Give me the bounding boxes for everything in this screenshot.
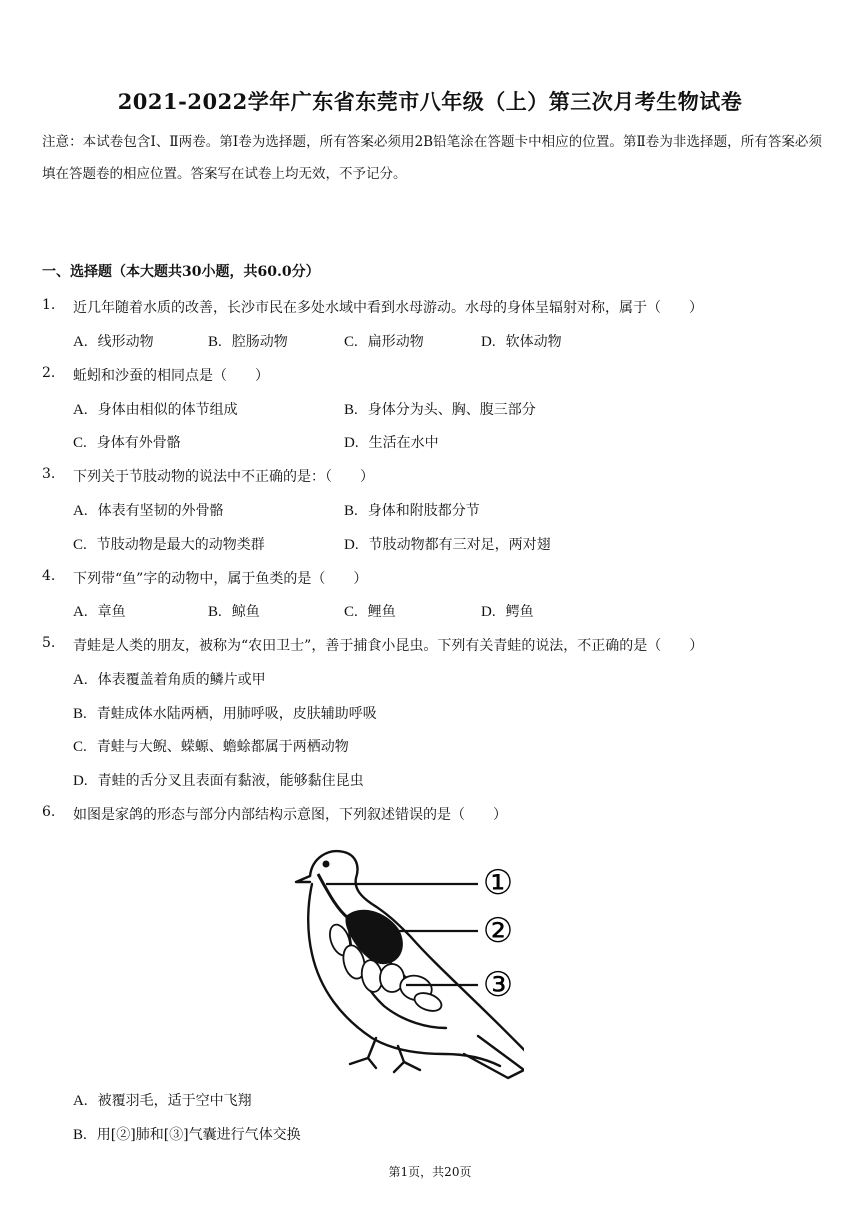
label-2: ②: [482, 911, 514, 951]
option-1c: C. 扁形动物: [344, 334, 424, 350]
question-text: 近几年随着水质的改善，长沙市民在多处水域中看到水母游动。水母的身体呈辐射对称，属于（ ）: [73, 300, 703, 316]
question-text: 下列带“鱼”字的动物中，属于鱼类的是（ ）: [73, 571, 368, 587]
option-5d: D. 青蛙的舌分叉且表面有黏液，能够黏住昆虫: [73, 773, 364, 789]
exam-title: 2021-2022学年广东省东莞市八年级（上）第三次月考生物试卷: [117, 89, 743, 114]
option-5a: A. 体表覆盖着角质的鳞片或甲: [73, 672, 266, 688]
label-1: ①: [482, 863, 514, 903]
option-6a: A. 被覆羽毛，适于空中飞翔: [73, 1093, 252, 1109]
page-footer: 第1页，共20页: [388, 1165, 472, 1179]
option-4b: B. 鲸鱼: [208, 604, 260, 620]
label-3: ③: [482, 965, 514, 1005]
option-1b: B. 腔肠动物: [208, 334, 288, 350]
exam-notice: 注意：本试卷包含Ⅰ、Ⅱ两卷。第Ⅰ卷为选择题，所有答案必须用2B铅笔涂在答题卡中相应的位置。第Ⅱ卷为非选择题，所有答案必须填在答题卷的相应位置。答案写在试卷上均无效，不予记分。: [42, 134, 822, 182]
question-text: 如图是家鸽的形态与部分内部结构示意图，下列叙述错误的是（ ）: [73, 807, 507, 823]
question-number: 5.: [42, 635, 56, 651]
question-number: 1.: [42, 297, 56, 313]
pigeon-diagram: [288, 832, 524, 1082]
question-text: 青蛙是人类的朋友，被称为“农田卫士”，善于捕食小昆虫。下列有关青蛙的说法，不正确的是（ ）: [73, 638, 704, 654]
question-number: 3.: [42, 466, 56, 482]
option-5c: C. 青蛙与大鲵、蝾螈、蟾蜍都属于两栖动物: [73, 739, 349, 755]
question-number: 2.: [42, 365, 56, 381]
question-text: 下列关于节肢动物的说法中不正确的是：（ ）: [73, 469, 374, 485]
option-3b: B. 身体和附肢都分节: [344, 503, 480, 519]
question-number: 6.: [42, 804, 56, 820]
option-2c: C. 身体有外骨骼: [73, 435, 181, 451]
question-text: 蚯蚓和沙蚕的相同点是（ ）: [73, 368, 269, 384]
option-2b: B. 身体分为头、胸、腹三部分: [344, 402, 536, 418]
option-3a: A. 体表有坚韧的外骨骼: [73, 503, 224, 519]
option-2d: D. 生活在水中: [344, 435, 439, 451]
section-heading: 一、选择题（本大题共30小题，共60.0分）: [42, 264, 320, 280]
option-1a: A. 线形动物: [73, 334, 154, 350]
option-4a: A. 章鱼: [73, 604, 126, 620]
option-4c: C. 鲤鱼: [344, 604, 396, 620]
question-number: 4.: [42, 568, 56, 584]
option-5b: B. 青蛙成体水陆两栖，用肺呼吸，皮肤辅助呼吸: [73, 706, 377, 722]
option-4d: D. 鳄鱼: [481, 604, 534, 620]
eye-icon: [323, 861, 330, 868]
option-1d: D. 软体动物: [481, 334, 562, 350]
option-6b: B. 用[②]肺和[③]气囊进行气体交换: [73, 1127, 301, 1143]
option-3d: D. 节肢动物都有三对足，两对翅: [344, 537, 551, 553]
option-3c: C. 节肢动物是最大的动物类群: [73, 537, 265, 553]
option-2a: A. 身体由相似的体节组成: [73, 402, 238, 418]
